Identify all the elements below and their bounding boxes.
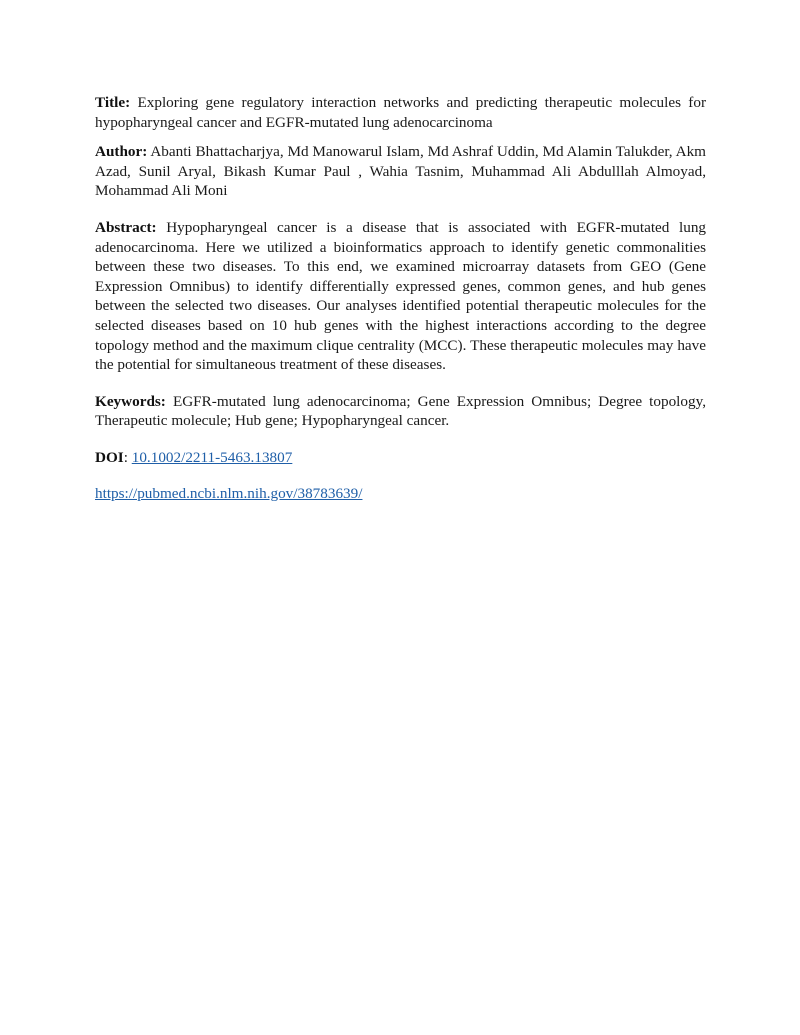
abstract-paragraph [95,218,706,375]
pubmed-paragraph [95,484,706,504]
title-paragraph [95,93,706,132]
keywords-paragraph [95,392,706,431]
abstract-text: Hypopharyngeal cancer is a disease that is associated with EGFR-mutated lung adenocarcinoma. Here we utilized a bioinformatics approach to identify genetic commonalities between these two diseases. To this end, we examined microarray datasets from GEO (Gene Expression Omnibus) to identify differentially expressed genes, common genes, and hub genes between the selected two diseases. Our analyses identified potential therapeutic molecules for the selected diseases based on 10 hub genes with the highest interactions according to the degree topology method and the maximum clique centrality (MCC). These therapeutic molecules may have the potential for simultaneous treatment of these diseases. [95,218,707,374]
pubmed-link[interactable]: https://pubmed.ncbi.nlm.nih.gov/38783639/ [95,484,363,502]
author-paragraph [95,142,706,201]
title-text: Exploring gene regulatory interaction networks and predicting therapeutic molecules for hypopharyngeal cancer and EGFR-mutated lung adenocarcinoma [95,94,707,131]
author-label: Author: [95,143,148,161]
doi-link[interactable]: 10.1002/2211-5463.13807 [131,448,293,466]
abstract-label: Abstract: [95,218,157,236]
keywords-text: EGFR-mutated lung adenocarcinoma; Gene Expression Omnibus; Degree topology, Therapeutic molecule; Hub gene; Hypopharyngeal cancer. [95,392,706,430]
doi-paragraph [95,448,706,468]
doi-separator: : [123,448,128,466]
document-body [95,93,706,503]
keywords-label: Keywords: [95,392,166,410]
doi-label: DOI [95,448,124,466]
title-label: Title: [95,94,131,111]
author-text: Abanti Bhattacharjya, Md Manowarul Islam, Md Ashraf Uddin, Md Alamin Talukder, Akm Azad, Sunil Aryal, Bikash Kumar Paul , Wahia Tasnim, Muhammad Ali Abdulllah Almoyad, Mohammad Ali Moni [95,143,706,200]
